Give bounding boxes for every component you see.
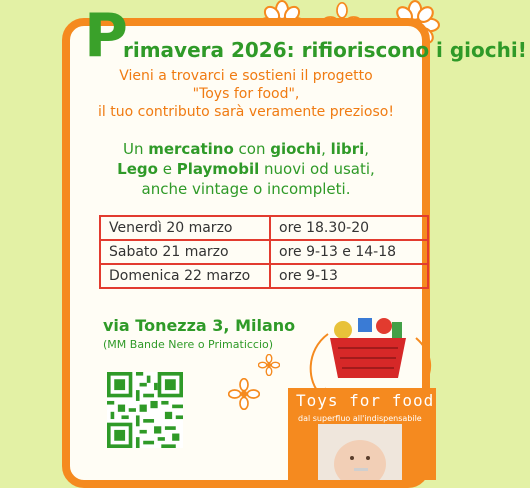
metro-info: (MM Bande Nere o Primaticcio) xyxy=(103,338,274,351)
schedule-day: Venerdì 20 marzo xyxy=(100,216,270,240)
schedule-time: ore 9-13 e 14-18 xyxy=(270,240,428,264)
market-line: Un mercatino con giochi, libri, xyxy=(122,140,370,158)
logo-subtitle: dal superfluo all'indispensabile xyxy=(298,414,422,423)
flower-icon xyxy=(258,354,280,376)
schedule-day: Sabato 21 marzo xyxy=(100,240,270,264)
address: via Tonezza 3, Milano xyxy=(103,316,296,335)
schedule-time: ore 9-13 xyxy=(270,264,428,288)
intro-line: Vieni a trovarci e sostieni il progetto xyxy=(119,68,373,84)
baby-photo xyxy=(318,424,402,480)
table-row xyxy=(100,216,428,240)
schedule-day: Domenica 22 marzo xyxy=(100,264,270,288)
table-row xyxy=(100,240,428,264)
market-line: Lego e Playmobil nuovi od usati, xyxy=(117,160,375,178)
flower-icon xyxy=(228,378,260,410)
project-name: "Toys for food", xyxy=(192,86,300,102)
market-line: anche vintage o incompleti. xyxy=(141,180,351,198)
table-row xyxy=(100,264,428,288)
headline: rimavera 2026: rifioriscono i giochi! xyxy=(123,38,527,62)
intro-line: il tuo contributo sarà veramente prezioso! xyxy=(98,104,394,120)
logo-title: Toys for food xyxy=(296,391,435,410)
qr-code[interactable] xyxy=(107,372,183,448)
headline-initial: P xyxy=(84,1,128,71)
schedule-table xyxy=(99,215,429,289)
schedule-time: ore 18.30-20 xyxy=(270,216,428,240)
